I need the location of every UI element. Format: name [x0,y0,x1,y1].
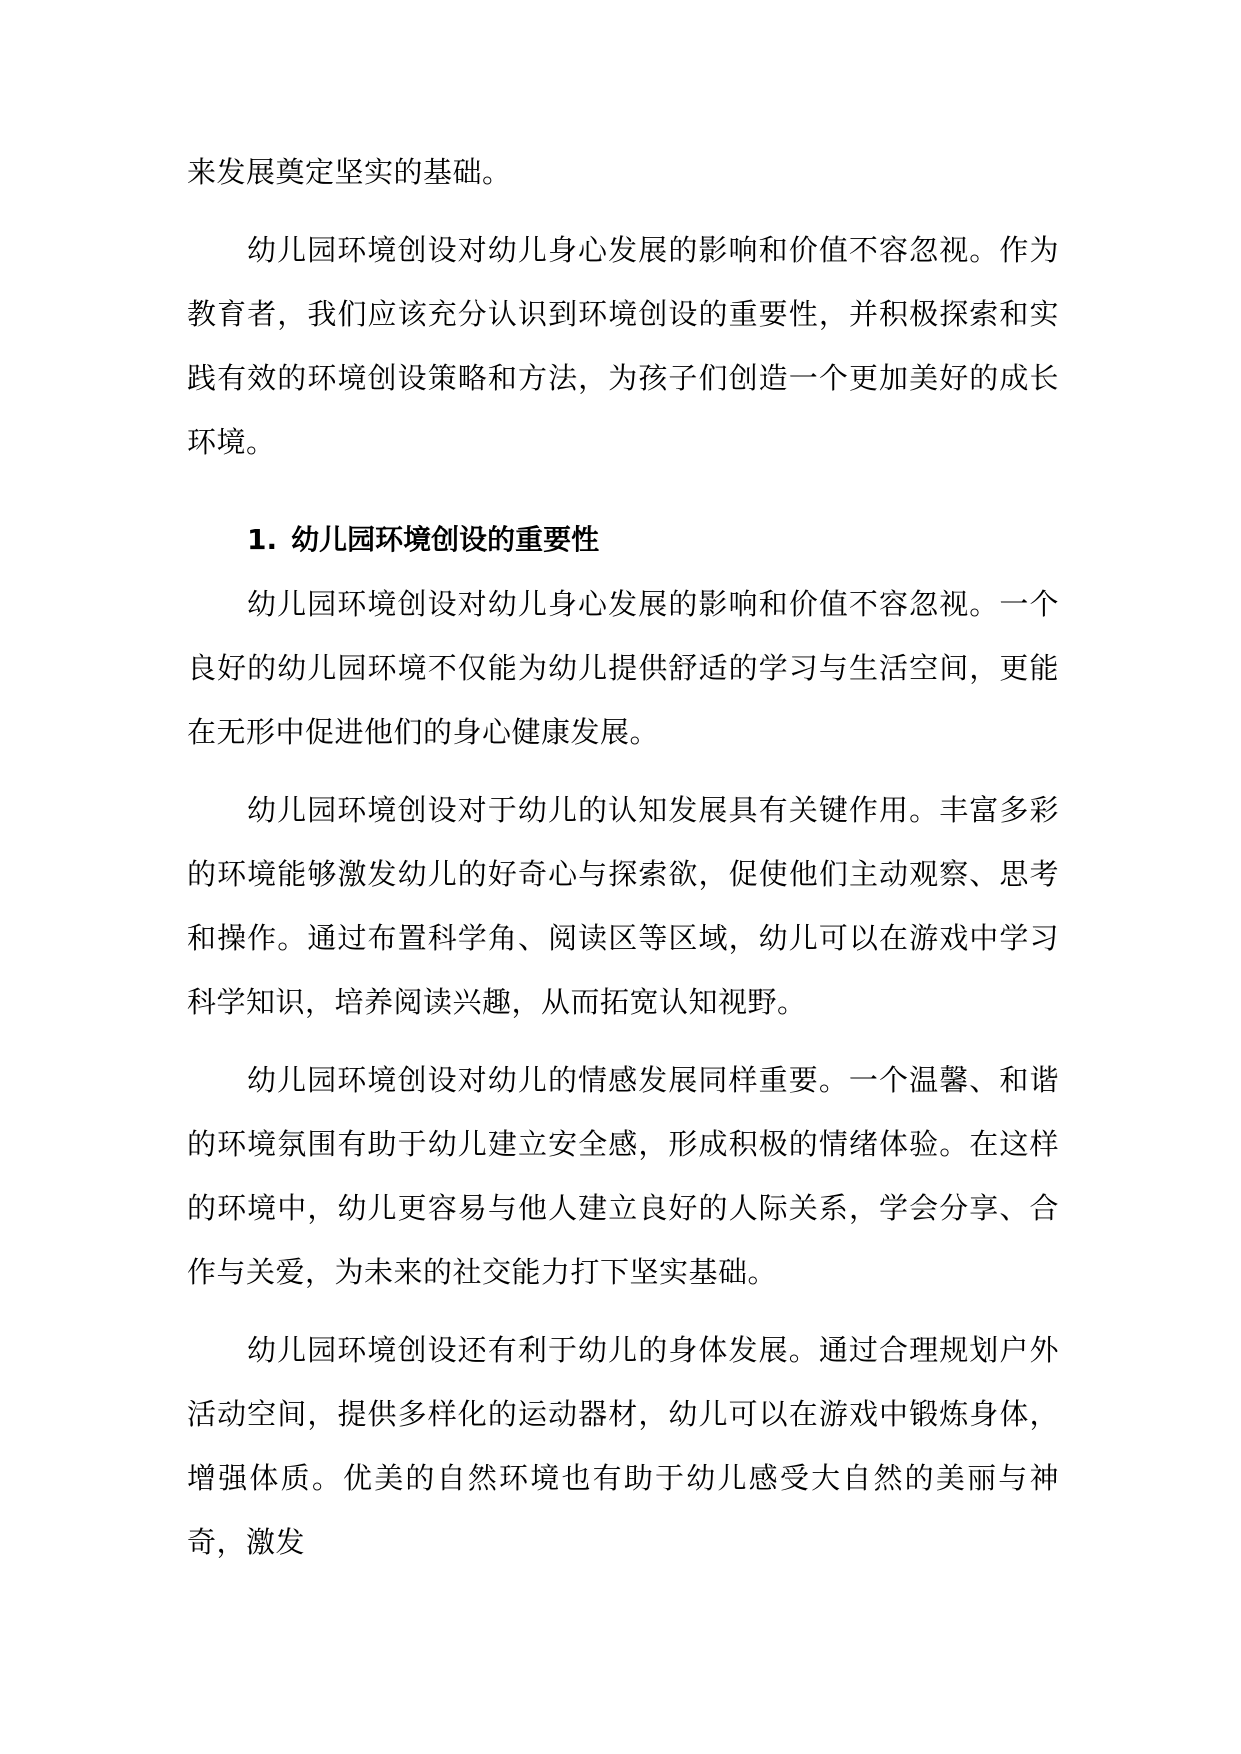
continuation-text: 来发展奠定坚实的基础。 [187,155,512,189]
section-number: 1. [247,523,278,556]
section-paragraph: 幼儿园环境创设对幼儿的情感发展同样重要。一个温馨、和谐的环境氛围有助于幼儿建立安全感，形成积极的情绪体验。在这样的环境中，幼儿更容易与他人建立良好的人际关系，学会分享、合作与关爱，为未来的社交能力打下坚实基础。 [187,1063,1059,1289]
section-paragraph: 幼儿园环境创设对于幼儿的认知发展具有关键作用。丰富多彩的环境能够激发幼儿的好奇心与探索欲，促使他们主动观察、思考和操作。通过布置科学角、阅读区等区域，幼儿可以在游戏中学习科学知识，培养阅读兴趣，从而拓宽认知视野。 [187,793,1059,1019]
intro-paragraph: 幼儿园环境创设对幼儿身心发展的影响和价值不容忽视。作为教育者，我们应该充分认识到环境创设的重要性，并积极探索和实践有效的环境创设策略和方法，为孩子们创造一个更加美好的成长环境。 [187,233,1059,459]
section-paragraph: 幼儿园环境创设对幼儿身心发展的影响和价值不容忽视。一个良好的幼儿园环境不仅能为幼儿提供舒适的学习与生活空间，更能在无形中促进他们的身心健康发展。 [187,587,1059,749]
document-body [187,140,1059,1574]
section-heading [187,508,1059,572]
section-title: 幼儿园环境创设的重要性 [291,523,600,556]
section-paragraph: 幼儿园环境创设还有利于幼儿的身体发展。通过合理规划户外活动空间，提供多样化的运动器材，幼儿可以在游戏中锻炼身体，增强体质。优美的自然环境也有助于幼儿感受大自然的美丽与神奇，激发 [187,1333,1059,1559]
